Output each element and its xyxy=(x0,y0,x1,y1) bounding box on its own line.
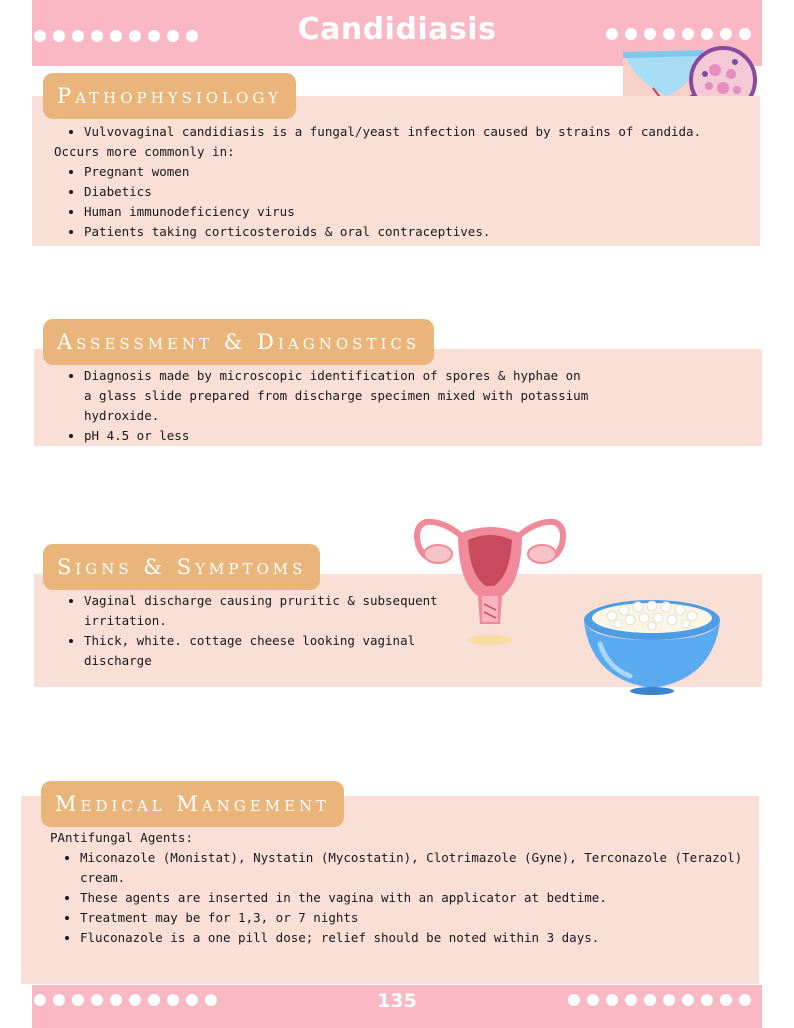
management-content xyxy=(50,828,762,948)
subheading: Occurs more commonly in: xyxy=(54,144,235,159)
list-item: • Miconazole (Monistat), Nystatin (Mycostatin), Clotrimazole (Gyne), Terconazole (Terazol) cream. xyxy=(80,848,762,888)
list-item: • Vulvovaginal candidiasis is a fungal/yeast infection caused by strains of candida. xyxy=(84,122,754,142)
list-item: • Patients taking corticosteroids & oral contraceptives. xyxy=(84,222,754,242)
list-item: • Human immunodeficiency virus xyxy=(84,202,754,222)
signs-content xyxy=(54,591,444,671)
assessment-content xyxy=(54,366,594,446)
page-number: 135 xyxy=(377,990,417,1012)
assessment-heading: Assessment & Diagnostics xyxy=(43,319,434,365)
list-item: • Treatment may be for 1,3, or 7 nights xyxy=(80,908,762,928)
management-heading: Medical Mangement xyxy=(41,781,344,827)
list-item: • Pregnant women xyxy=(84,162,754,182)
subheading: PAntifungal Agents: xyxy=(50,830,193,845)
list-item: • Thick, white. cottage cheese looking vaginal discharge xyxy=(84,631,444,671)
list-item: • These agents are inserted in the vagina with an applicator at bedtime. xyxy=(80,888,762,908)
list-item: • Diagnosis made by microscopic identification of spores & hyphae on a glass slide prepared from discharge specimen mixed with potassium hydroxide. xyxy=(84,366,594,426)
pathophysiology-content xyxy=(54,122,754,242)
signs-heading: Signs & Symptoms xyxy=(43,544,320,590)
list-item: • Vaginal discharge causing pruritic & subsequent irritation. xyxy=(84,591,444,631)
pathophysiology-heading: Pathophysiology xyxy=(43,73,296,119)
cottage-cheese-bowl-icon xyxy=(582,596,724,696)
list-item: • Fluconazole is a one pill dose; relief should be noted within 3 days. xyxy=(80,928,762,948)
page-title: Candidiasis xyxy=(297,12,497,47)
list-item: • pH 4.5 or less xyxy=(84,426,594,446)
list-item: • Diabetics xyxy=(84,182,754,202)
uterus-icon xyxy=(410,512,570,652)
